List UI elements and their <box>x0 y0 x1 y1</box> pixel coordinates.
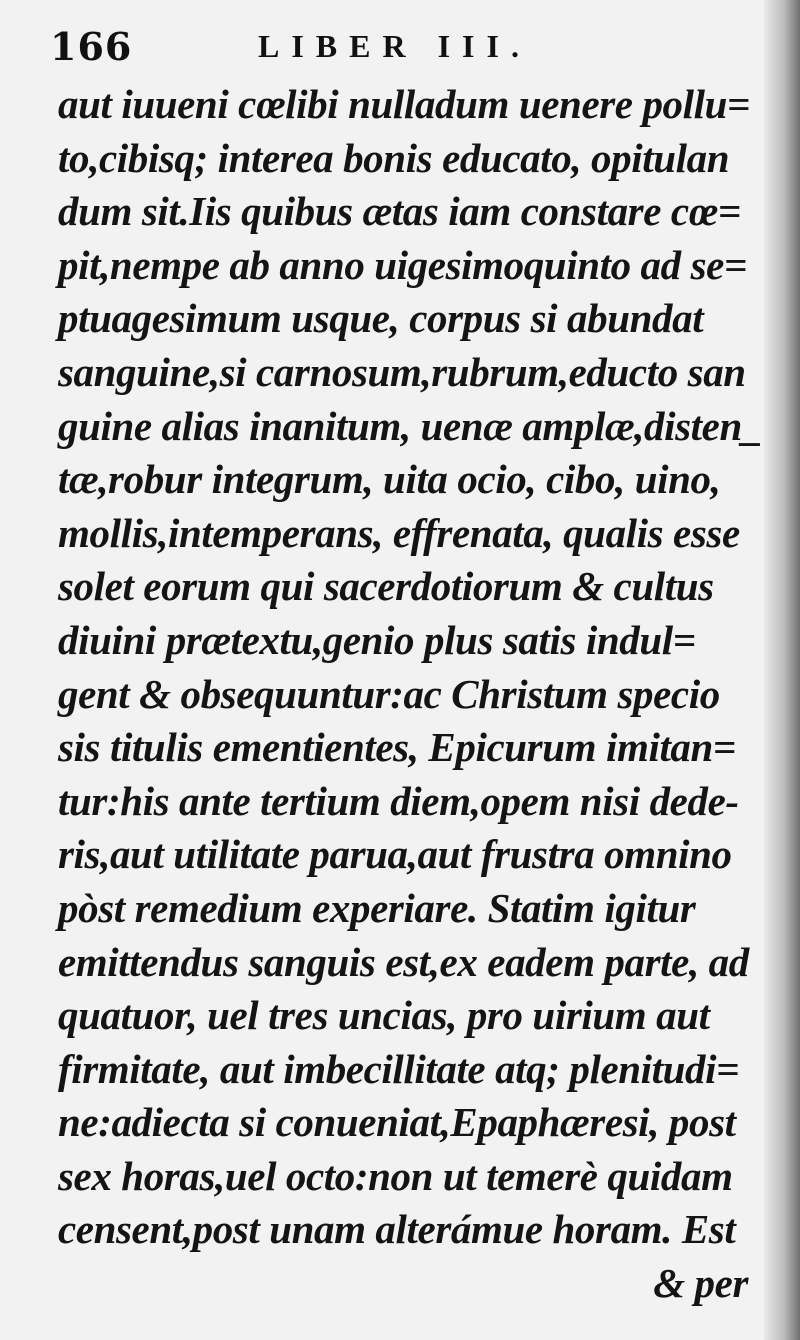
text-line: pòst remedium experiare. Statim igitur <box>58 884 696 931</box>
text-line: guine alias inanitum, uenæ amplæ,disten_ <box>58 402 762 449</box>
text-line: sex horas,uel octo:non ut temerè quidam <box>58 1152 733 1199</box>
text-line: diuini prætextu,genio plus satis indul= <box>58 616 696 663</box>
text-line: pit,nempe ab anno uigesimoquinto ad se= <box>58 241 747 288</box>
text-line: mollis,intemperans, effrenata, qualis esse <box>58 509 740 556</box>
text-line: quatuor, uel tres uncias, pro uirium aut <box>58 992 710 1039</box>
page-number: 166 <box>50 24 133 69</box>
text-line: sanguine,si carnosum,rubrum,educto san <box>58 348 746 395</box>
text-line: ris,aut utilitate parua,aut frustra omnino <box>58 831 732 878</box>
text-line: aut iuueni cœlibi nulladum uenere pollu= <box>58 81 750 127</box>
text-line: gent & obsequuntur:ac Christum specio <box>58 670 720 717</box>
running-head: LIBER III. <box>258 28 531 64</box>
text-line: to,cibisq; interea bonis educato, opitulan <box>58 134 730 181</box>
text-line: tæ,robur integrum, uita ocio, cibo, uino, <box>58 456 721 503</box>
text-line: sis titulis ementientes, Epicurum imitan= <box>58 724 736 771</box>
text-line: censent,post unam alterámue horam. Est <box>58 1206 736 1253</box>
catchword: & per <box>653 1260 748 1307</box>
text-line: tur:his ante tertium diem,opem nisi dede- <box>58 777 739 824</box>
text-line: ne:adiecta si conueniat,Epaphæresi, post <box>58 1099 736 1146</box>
text-line: solet eorum qui sacerdotiorum & cultus <box>58 563 714 610</box>
text-line: dum sit.Iis quibus ætas iam constare cœ= <box>58 188 741 235</box>
text-line: emittendus sanguis est,ex eadem parte, ad <box>58 938 749 985</box>
page-header <box>50 24 570 74</box>
body-text <box>58 78 770 1311</box>
text-line: firmitate, aut imbecillitate atq; plenitudi= <box>58 1045 740 1092</box>
text-line: ptuagesimum usque, corpus si abundat <box>58 295 704 342</box>
